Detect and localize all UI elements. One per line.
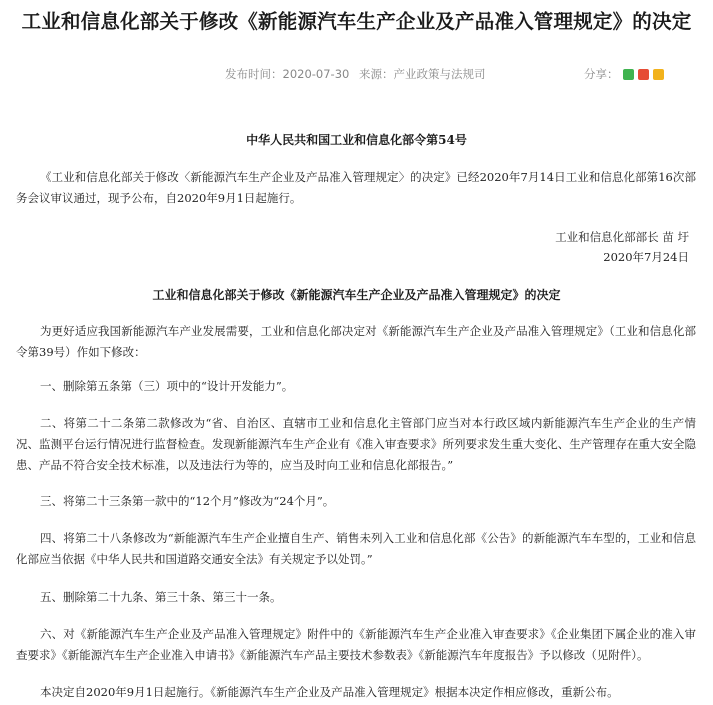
decision-item-6: 六、对《新能源汽车生产企业及产品准入管理规定》附件中的《新能源汽车生产企业准入审查要求》《企业集团下属企业的准入审查要求》《新能源汽车生产企业准入申请书》《新能源汽车产品主要技术参数表》《新能源汽车年度报告》予以修改（见附件）。 (16, 627, 696, 662)
decision-heading: 工业和信息化部关于修改《新能源汽车生产企业及产品准入管理规定》的决定 (152, 288, 561, 302)
order-signer: 工业和信息化部部长 苗 圩 (555, 230, 689, 244)
weibo-icon[interactable] (638, 69, 649, 80)
order-number: 中华人民共和国工业和信息化部令第54号 (246, 133, 467, 147)
article-source: 来源：产业政策与法规司 (359, 67, 486, 81)
publish-time: 发布时间：2020-07-30 (225, 67, 350, 81)
decision-closing: 本决定自2020年9月1日起施行。《新能源汽车生产企业及产品准入管理规定》根据本决定作相应修改，重新公布。 (40, 685, 619, 699)
share-label: 分享： (584, 67, 619, 81)
decision-item-2: 二、将第二十二条第二款修改为“省、自治区、直辖市工业和信息化主管部门应当对本行政区域内新能源汽车生产企业的生产情况、监测平台运行情况进行监督检查。发现新能源汽车生产企业有《准入审查要求》所列要求发生重大变化、生产管理存在重大安全隐患、产品不符合安全技术标准，以及违法行为等的，应当及时向工业和信息化部报告。” (16, 416, 696, 472)
decision-preamble: 为更好适应我国新能源汽车产业发展需要，工业和信息化部决定对《新能源汽车生产企业及产品准入管理规定》（工业和信息化部令第39号）作如下修改： (16, 324, 696, 359)
decision-item-3: 三、将第二十三条第一款中的“12个月”修改为“24个月”。 (40, 494, 335, 508)
share-bar (584, 66, 664, 82)
order-intro: 《工业和信息化部关于修改〈新能源汽车生产企业及产品准入管理规定〉的决定》已经2020年7月14日工业和信息化部第16次部务会议审议通过，现予公布，自2020年9月1日起施行。 (16, 170, 696, 205)
order-date: 2020年7月24日 (603, 250, 689, 264)
qq-icon[interactable] (653, 69, 664, 80)
article-title: 工业和信息化部关于修改《新能源汽车生产企业及产品准入管理规定》的决定 (21, 10, 692, 33)
decision-item-4: 四、将第二十八条修改为“新能源汽车生产企业擅自生产、销售未列入工业和信息化部《公告》的新能源汽车车型的，工业和信息化部应当依据《中华人民共和国道路交通安全法》有关规定予以处罚。” (16, 531, 696, 566)
decision-item-5: 五、删除第二十九条、第三十条、第三十一条。 (40, 590, 282, 604)
decision-item-1: 一、删除第五条第（三）项中的“设计开发能力”。 (40, 379, 294, 393)
wechat-icon[interactable] (623, 69, 634, 80)
article-meta (225, 66, 492, 82)
